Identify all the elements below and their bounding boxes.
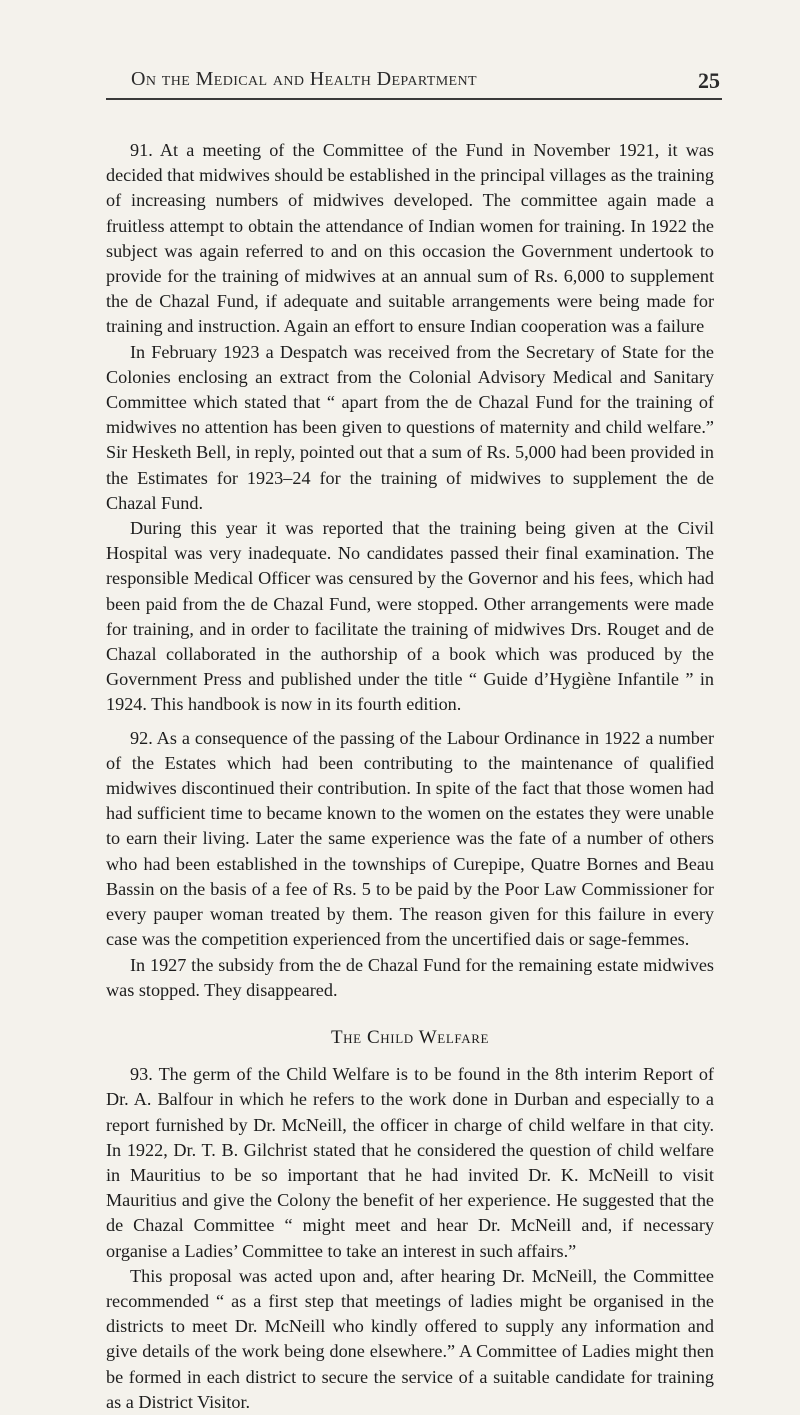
- header-rule: [106, 98, 722, 100]
- running-head: On the Medical and Health Department: [131, 68, 477, 90]
- paragraph-despatch: In February 1923 a Despatch was received from the Secretary of State for the Colonies enclosing an extract from the Colonial Advisory Medical and Sanitary Committee which stated that “ apart from the de Chazal Fund for the training of midwives no attention has been given to questions of maternity and child welfare.” Sir Hesketh Bell, in reply, pointed out that a sum of Rs. 5,000 had been provided in the Estimates for 1923–24 for the training of midwives to supplement the de Chazal Fund.: [106, 341, 714, 513]
- paragraph-92: 92. As a consequence of the passing of the Labour Ordinance in 1922 a number of the Estates which had been contributing to the maintenance of qualified midwives discontinued their contribution. In spite of the fact that those women had had sufficient time to became known to the women on the estates they were unable to earn their living. Later the same experience was the fate of a number of others who had been established in the townships of Curepipe, Quatre Bornes and Beau Bassin on the basis of a fee of Rs. 5 to be paid by the Poor Law Commissioner for every pauper woman treated by them. The reason given for this failure in every case was the competition experienced from the uncertified dais or sage-femmes.: [106, 727, 714, 950]
- section-heading: The Child Welfare: [330, 1026, 490, 1048]
- paragraph-93: 93. The germ of the Child Welfare is to be found in the 8th interim Report of Dr. A. Balfour in which he refers to the work done in Durban and especially to a report furnished by Dr. McNeill, the officer in charge of child welfare in that city. In 1922, Dr. T. B. Gilchrist stated that he considered the question of child welfare in Mauritius to be so important that he had invited Dr. K. McNeill to visit Mauritius and give the Colony the benefit of her experience. He suggested that the de Chazal Committee “ might meet and hear Dr. McNeill and, if necessary organise a Ladies’ Committee to take an interest in such affairs.”: [106, 1064, 714, 1261]
- page-number: 25: [698, 68, 720, 93]
- paragraph-training-inadequate: During this year it was reported that the training being given at the Civil Hospital was very inadequate. No candidates passed their final examination. The responsible Medical Officer was censured by the Governor and his fees, which had been paid from the de Chazal Fund, were stopped. Other arrangements were made for training, and in order to facilitate the training of midwives Drs. Rouget and de Chazal collaborated in the authorship of a book which was produced by the Government Press and published under the title “ Guide d’Hygiène Infantile ” in 1924. This handbook is now in its fourth edition.: [106, 518, 714, 715]
- paragraph-subsidy-stopped: In 1927 the subsidy from the de Chazal Fund for the remaining estate midwives was stopped. They disappeared.: [106, 954, 714, 1000]
- page-header: [106, 68, 720, 93]
- body-text: [106, 138, 714, 1415]
- paragraph-91: 91. At a meeting of the Committee of the Fund in November 1921, it was decided that midwives should be established in the principal villages as the training of increasing numbers of midwives developed. The committee again made a fruitless attempt to obtain the attendance of Indian women for training. In 1922 the subject was again referred to and on this occasion the Government undertook to provide for the training of midwives at an annual sum of Rs. 6,000 to supplement the de Chazal Fund, if adequate and suitable arrangements were being made for training and instruction. Again an effort to ensure Indian cooperation was a failure: [106, 140, 714, 337]
- paragraph-proposal: This proposal was acted upon and, after hearing Dr. McNeill, the Committee recommended “ as a first step that meetings of ladies might be organised in the districts to meet Dr. McNeill who kindly offered to supply any information and give details of the work being done elsewhere.” A Committee of Ladies might then be formed in each district to secure the service of a suitable candidate for training as a District Visitor.: [106, 1265, 714, 1412]
